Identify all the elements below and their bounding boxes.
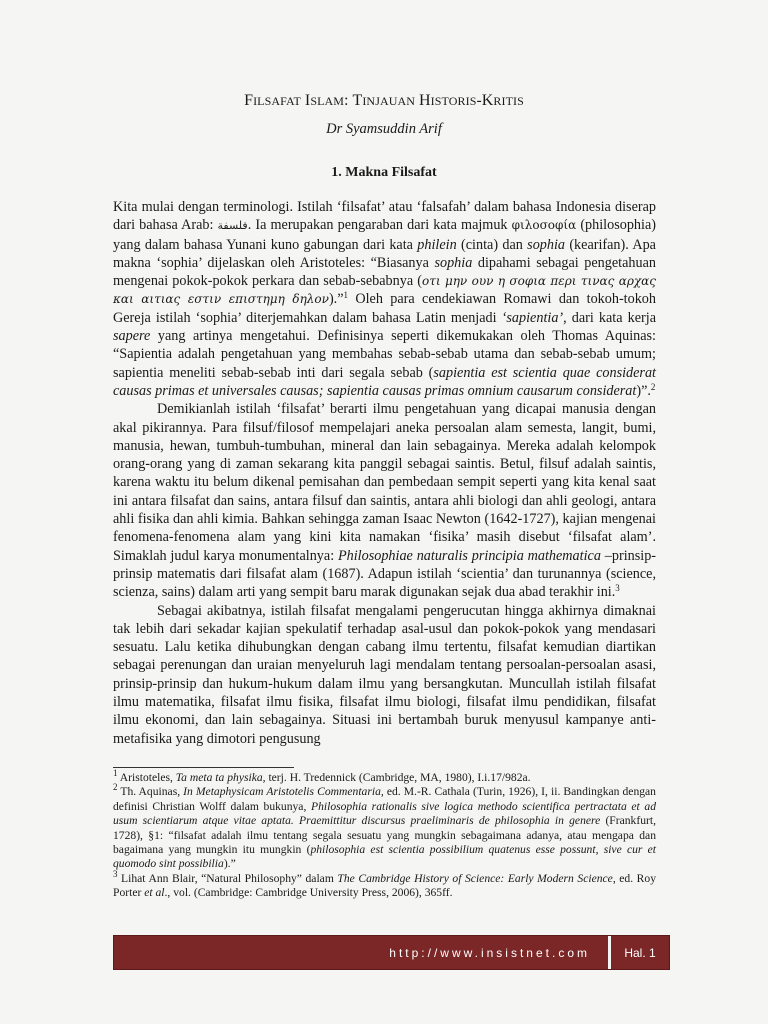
paragraph-2: Demikianlah istilah ‘filsafat’ berarti ilmu pengetahuan yang dicapai manusia dengan akal pikirannya. Para filsuf/filosof mempelajari aneka persoalan alam semesta, langit, bumi, manusia, hewan, tumbuh-tumbuhan, mineral dan lain sebagainya. Mereka adalah kelompok orang-orang yang di zaman sekarang kita panggil sebagai saintis. Betul, filsuf adalah saintis, karena waktu itu belum dikenal pemisahan dan pembedaan sempit seperti yang kita kenal saat ini antara filsafat dan sains, antara filsuf dan saintis, antara ahli biologi dan ahli geologi, antara ahli fisika dan ahli kimia. Bahkan sehingga zaman Isaac Newton (1642-1727), kajian mengenai fenomena-fenomena alam yang kini kita namakan ‘fisika’ masih disebut ‘filsafat alam’. Simaklah judul karya monumentalnya: Philosophiae naturalis principia mathematica –prinsip-prinsip matematis dari filsafat alam (1687). Adapun istilah ‘scientia’ dan turunannya (science, scienza, sains) dalam arti yang sempit baru marak digunakan sejak dua abad terakhir ini.$^3$ [113, 401, 657, 601]
paragraph-3: Sebagai akibatnya, istilah filsafat mengalami pengerucutan hingga akhirnya dimaknai tak lebih dari sekadar kajian spekulatif terhadap asal-usul dan pokok-pokok yang mendasari sesuatu. Lalu ketika dihubungkan dengan cabang ilmu tertentu, filsafat kemudian diartikan sebagai perenungan dan uraian menyeluruh lagi mendalam tentang persoalan-persoalan asasi, prinsip-prinsip dan hukum-hukum dalam ilmu yang bersangkutan. Muncullah istilah filsafat ilmu matematika, filsafat ilmu fisika, filsafat ilmu biologi, filsafat ilmu pendidikan, filsafat ilmu ekonomi, dan lain sebagainya. Situasi ini bertambah buruk menyusul kampanye anti-metafisika yang dimotori pengusung [113, 602, 656, 747]
footnote-1: $^1$ Aristoteles, Ta meta ta physika, terj. H. Tredennick (Cambridge, MA, 1980), I.i.17/982a. [113, 768, 531, 784]
footnote-ref-2[interactable]: 2 [650, 381, 656, 392]
footnote-2: $^2$ Th. Aquinas, In Metaphysicam Aristotelis Commentaria, ed. M.-R. Cathala (Turin, 1926), I, ii. Bandingkan dengan definisi Christian Wolff dalam bukunya, Philosophia rationalis sive logica methodo scientifica pertractata et ad usum scientiarum atque vitae aptata. Praemittitur discursus praeliminaris de philosophia in genere (Frankfurt, 1728), §1: “filsafat adalah ilmu tentang segala sesuatu yang mungkin sebagaimana adanya, atau mengapa dan bagaimana yang mungkin itu mungkin (philosophia est scientia possibilium quatenus esse possunt, sive cur et quomodo sint possibilia).” [113, 782, 656, 871]
page-number: Hal. 1 [624, 945, 656, 960]
body-text [113, 198, 656, 748]
page-footer [113, 935, 670, 970]
paragraph-1: Kita mulai dengan terminologi. Istilah ‘filsafat’ atau ‘falsafah’ dalam bahasa Indonesia diserap dari bahasa Arab: فلسفة. Ia merupakan pengaraban dari kata majmuk φιλοσοφία (philosophia) yang dalam bahasa Yunani kuno gabungan dari kata philein (cinta) dan sophia (kearifan). Apa makna ‘sophia’ dijelaskan oleh Aristoteles: “Biasanya sophia dipahami sebagai pengetahuan mengenai pokok-pokok perkara dan sebab-sebabnya (οτι μην ουν η σοφια περι τινας αρχας και αιτιας εστιν επιστημη δηλον).”$^1$ Oleh para cendekiawan Romawi dan tokoh-tokoh Gereja istilah ‘sophia’ diterjemahkan dalam bahasa Latin menjadi ‘sapientia’, dari kata kerja sapere yang artinya mengetahui. Definisinya seperti dikemukakan oleh Thomas Aquinas: “Sapientia adalah pengetahuan yang membahas sebab-sebab utama dan sebab-sebab umum; sapientia meneliti sebab-sebab inti dari segala sebab (sapientia est scientia quae considerat causas primas et universales causas; sapientia causas primas omnium causarum considerat)”.$^2$ [113, 199, 656, 399]
footnote-ref-1[interactable]: 1 [343, 290, 349, 301]
footnote-separator [113, 767, 294, 768]
section-heading: 1. Makna Filsafat [331, 165, 437, 180]
author-name: Dr Syamsuddin Arif [326, 121, 442, 137]
document-title: FILSAFAT ISLAM: TINJAUAN HISTORIS-KRITIS [244, 92, 524, 109]
footnotes [113, 768, 656, 901]
footnote-3: $^3$ Lihat Ann Blair, “Natural Philosophy” dalam The Cambridge History of Science: Early Modern Science, ed. Roy Porter et al., vol. (Cambridge: Cambridge University Press, 2006), 365ff. [113, 868, 656, 900]
footer-website-link[interactable]: http://www.insistnet.com [389, 945, 590, 960]
footnote-ref-3[interactable]: 3 [615, 583, 620, 594]
